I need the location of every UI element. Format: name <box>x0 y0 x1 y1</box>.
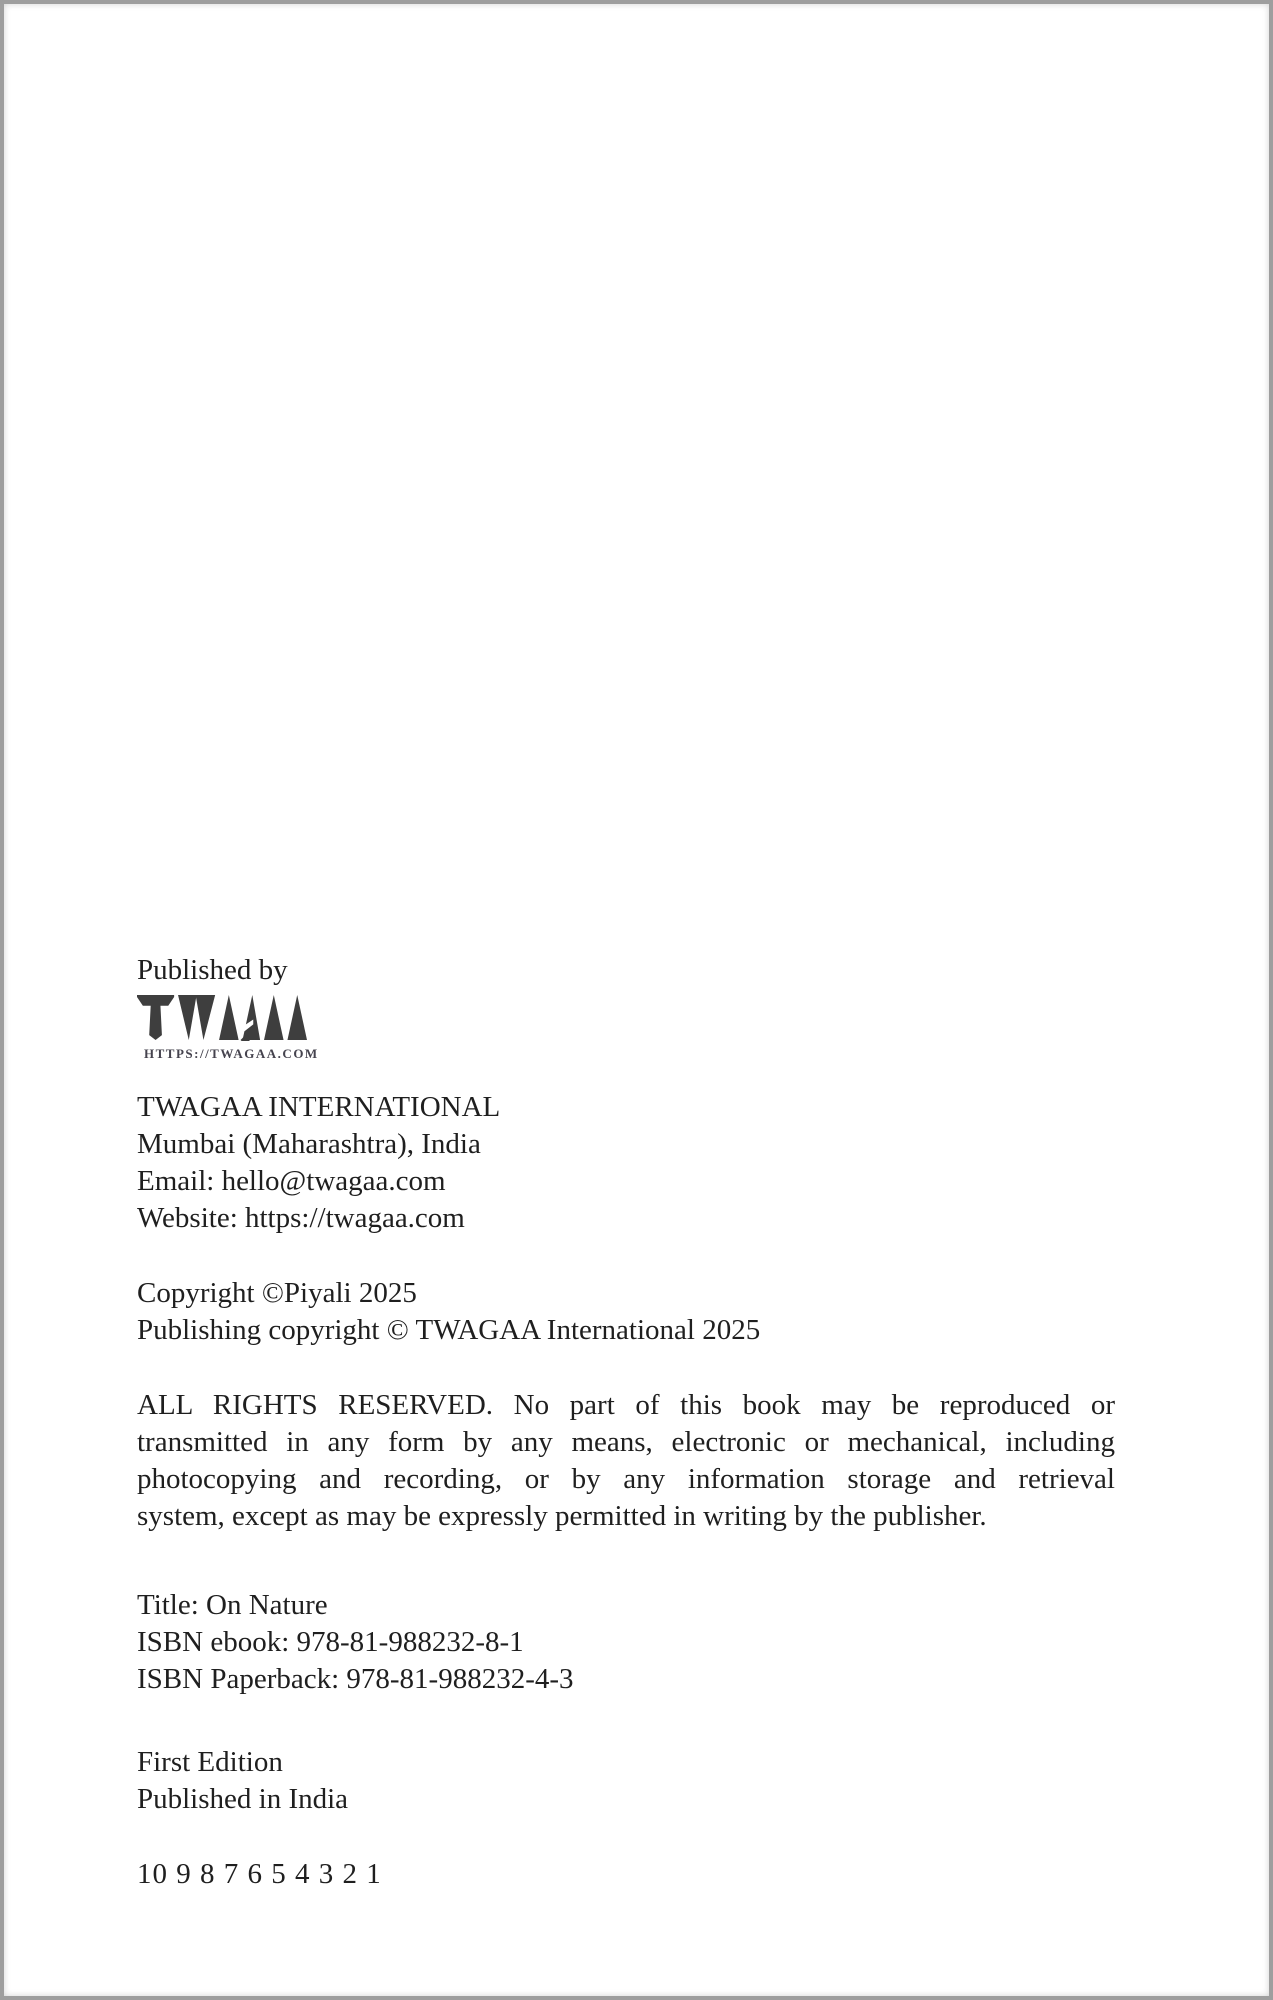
rights-notice-line: transmitted in any form by any means, electronic or mechanical, including <box>137 1426 1115 1458</box>
isbn-paperback-line: ISBN Paperback: 978-81-988232-4-3 <box>137 1663 574 1695</box>
publisher-name: TWAGAA INTERNATIONAL <box>137 1091 501 1123</box>
book-title-line: Title: On Nature <box>137 1589 328 1621</box>
publisher-location: Mumbai (Maharashtra), India <box>137 1128 481 1160</box>
edition-block <box>137 1744 1115 1818</box>
copyright-author-line: Copyright ©Piyali 2025 <box>137 1277 417 1309</box>
printers-key: 10 9 8 7 6 5 4 3 2 1 <box>137 1858 382 1890</box>
rights-notice-line: photocopying and recording, or by any information storage and retrieval <box>137 1463 1115 1495</box>
twagaa-logo-mark <box>137 995 307 1041</box>
rights-notice-line: ALL RIGHTS RESERVED. No part of this book may be reproduced or <box>137 1389 1115 1421</box>
publisher-email-line: Email: hello@twagaa.com <box>137 1165 446 1197</box>
logo-url-text: HTTPS://TWAGAA.COM <box>144 1046 319 1061</box>
rights-notice-block <box>137 1387 1115 1535</box>
published-by-label: Published by <box>137 954 288 986</box>
edition-line: First Edition <box>137 1746 283 1778</box>
publisher-website-line: Website: https://twagaa.com <box>137 1202 465 1234</box>
copyright-block <box>137 1275 1115 1349</box>
isbn-ebook-line: ISBN ebook: 978-81-988232-8-1 <box>137 1626 524 1658</box>
rights-notice-line: system, except as may be expressly permitted in writing by the publisher. <box>137 1500 987 1532</box>
copyright-publisher-line: Publishing copyright © TWAGAA International 2025 <box>137 1314 761 1346</box>
published-country-line: Published in India <box>137 1783 349 1815</box>
book-info-block <box>137 1587 1115 1698</box>
twagaa-logo <box>137 995 1115 1063</box>
publisher-address-block <box>137 1089 1115 1237</box>
copyright-content <box>137 952 1115 1893</box>
